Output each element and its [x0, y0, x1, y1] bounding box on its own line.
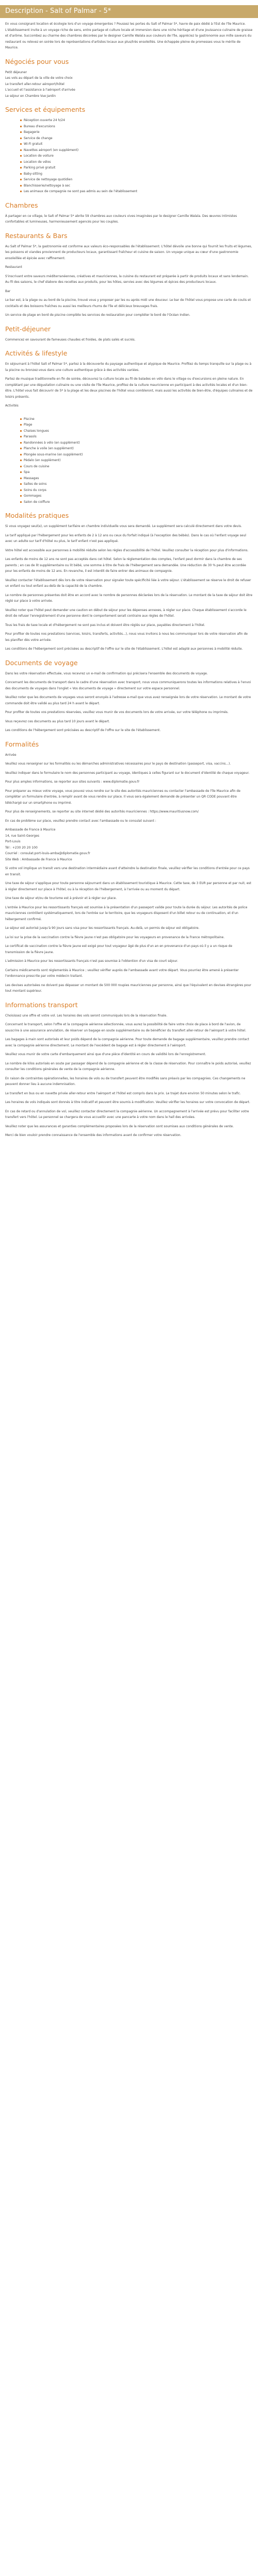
formalites-paragraph: Le séjour est autorisé jusqu'à 90 jours sans visa pour les ressortissants français. Au-delà, un permis de séjour est obligatoire. — [5, 926, 200, 930]
embassy-website: Site Web : Ambassade de France à Maurice — [5, 857, 72, 861]
modalites-paragraph: Tous les frais de taxe locale et d'hébergement ne sont pas inclus et doivent être réglés sur place, payables directement à l'hôtel. — [5, 623, 205, 627]
section-title-services: Services et équipements — [5, 106, 86, 113]
list-item: Service de change — [24, 135, 253, 142]
activites-paragraph: En séjournant à l'hôtel Salt of Palmar 5*, partez à la découverte du paysage authentique et atypique de Maurice. Profitez du temps tranquille sur la plage ou à la piscine ou bronzez-vous dans une culture authentique grâce à des activités variées. — [5, 362, 252, 372]
formalites-paragraph: La loi sur la prise de la vaccination contre la fièvre jaune n'est pas obligatoire pour les voyageurs en provenance de la France métropolitaine. — [5, 935, 225, 939]
list-item: Les animaux de compagnie ne sont pas admis au sein de l'établissement — [24, 189, 253, 195]
transport-paragraph: Le nombre de kilos autorisés en soute par passager dépend de la compagnie aérienne et de la classe de réservation. Pour connaître le poids autorisé, veuillez consulter les conditions générales de vente de la compagnie aérienne. — [5, 1061, 251, 1071]
documents-paragraph: Concernant les documents de transport dans le cadre d'une réservation avec transport, nous vous communiquerons toutes les informations relatives à l'envoi des documents de voyages dans l'onglet « Vos documents de voyage » directement sur votre espace personnel. — [5, 681, 251, 690]
embassy-email: Courriel : consulat.port-louis-amba@diplomatie.gouv.fr — [5, 852, 90, 855]
activites-subheading: Activités — [5, 404, 19, 408]
page-title-banner — [0, 5, 258, 18]
negocies-item: L'accueil et l'assistance à l'aéroport d'arrivée — [5, 88, 75, 92]
content — [0, 21, 258, 1139]
section-title-negocies: Négociés pour vous — [5, 57, 69, 65]
list-item: Piscine — [24, 416, 253, 422]
list-item: Spa — [24, 469, 253, 476]
negocies-item: Les vols au départ de la ville de votre choix — [5, 76, 73, 80]
restaurants-paragraph: Un service de plage en bord de piscine complète les services de restauration pour compléter le bord de l'Océan Indien. — [5, 313, 190, 317]
negocies-item: Le séjour en Chambre Vue Jardin — [5, 94, 56, 98]
list-item: Wi-Fi gratuit — [24, 141, 253, 147]
list-item: Baby-sitting — [24, 171, 253, 177]
embassy-address: 14, rue Saint-Georges — [5, 834, 40, 838]
section-title-petit-dejeuner: Petit-déjeuner — [5, 325, 51, 333]
formalites-paragraph: Une taxe de séjour et/ou de tourisme est à prévoir et à régler sur place. — [5, 896, 117, 900]
embassy-city: Port-Louis — [5, 840, 21, 843]
list-item: Parking privé gratuit — [24, 165, 253, 171]
services-list — [5, 117, 253, 195]
chambres-paragraph: À partager en ce village, le Salt of Palmar 5* abrite 59 chambres aux couleurs vives imaginées par le designer Camille Walala. Des œuvres intimistes confortables et lumineuses, harmonieusement agencés pour les couples. — [5, 214, 237, 224]
modalites-paragraph: Veuillez noter que l'hôtel peut demander une caution en début de séjour pour les dépenses annexes, à régler sur place. Chaque établissement s'accorde le droit de refuser l'enregistrement d'une personne dont le comportement serait contraire aux règles de l'hôtel. — [5, 608, 247, 618]
formalites-subheading: Arrivée — [5, 753, 17, 757]
modalites-paragraph: Si vous voyagez seul(e), un supplément tarifaire en chambre individuelle vous sera demandé. Le supplément sera calculé directement dans votre devis. — [5, 524, 242, 528]
list-item: Bureau d'excursions — [24, 124, 253, 130]
list-item: Randonnées à vélo (en supplément) — [24, 440, 253, 446]
transport-paragraph: En raison de contraintes opérationnelles, les horaires de vols ou de transfert peuvent être modifiés sans préavis par les compagnies. Ces changements ne peuvent donner lieu à aucune indemnisation. — [5, 1076, 246, 1086]
restaurants-paragraph: S'inscrivant entre saveurs méditerranéennes, créatives et mauriciennes, la cuisine du restaurant est préparée à partir de produits locaux et sans lendemain. Au fil des saisons, le chef élabore des recettes aux produits, pour les hôtes, servies avec des légumes et épices des producteurs locaux. — [5, 274, 249, 284]
section-title-restaurants: Restaurants & Bars — [5, 231, 68, 240]
formalites-paragraph: Veuillez indiquer dans le formulaire le nom des personnes participant au voyage, identiques à celles figurant sur le document d'identité de chaque voyageur. — [5, 771, 250, 775]
restaurants-paragraph: Au Salt of Palmar 5*, la gastronomie est conforme aux valeurs éco-responsables de l'établissement. L'hôtel dévoile une bonne qui fournit les fruits et légumes, les poissons et viandes proviennent de producteurs locaux, garantissant fraîcheur et cuisine de saison. Un voyage unique au cœur d'une gastronomie ensoleillée et épicée avec raffinement. — [5, 244, 252, 260]
list-item: Massages — [24, 476, 253, 482]
list-item: Service de nettoyage quotidien — [24, 177, 253, 183]
transport-paragraph: Choisissez une offre et votre vol. Les horaires des vols seront communiqués lors de la réservation finale. — [5, 1013, 168, 1018]
transport-paragraph: Merci de bien vouloir prendre connaissance de l'ensemble des informations avant de confirmer votre réservation. — [5, 1133, 182, 1137]
list-item: Parasols — [24, 434, 253, 440]
section-title-documents: Documents de voyage — [5, 658, 78, 667]
section-title-chambres: Chambres — [5, 201, 38, 209]
page-title: Description - Salt of Palmar - 5* — [5, 7, 111, 15]
restaurants-subheading: Bar — [5, 289, 11, 293]
petit-dejeuner-paragraph: Commencez en savourant de fameuses chaudes et froides, de plats salés et sucrés. — [5, 337, 136, 342]
transport-paragraph: Les horaires de vols indiqués sont donnés à titre indicatif et peuvent être soumis à modification. Veuillez vérifier les horaires sur votre convocation de départ. — [5, 1100, 250, 1104]
list-item: Planche à voile (en supplément) — [24, 446, 253, 452]
restaurants-paragraph: Le bar est, à la plage ou au bord de la piscine, trouvé vous y proposer par les ou après midi une douceur. Le bar de l'hôtel vous propose une carte de coulis et cocktails et des boissons fraîches ou aussi les meilleurs rhums de l'île et délicieux breuvages frais. — [5, 298, 251, 308]
list-item: Salon de coiffure — [24, 499, 253, 505]
transport-paragraph: Veuillez noter que les assurances et garanties complémentaires proposées lors de la réservation sont soumises aux conditions générales de vente. — [5, 1124, 234, 1128]
list-item: Location de vélos — [24, 159, 253, 165]
modalites-paragraph: Pour profiter de toutes nos prestations (services, loisirs, transferts, activités...), nous vous invitons à nous les communiquer lors de votre réservation afin de les planifier dès votre arrivée. — [5, 632, 248, 642]
modalites-paragraph: Les conditions de l'hébergement sont précisées au descriptif de l'offre sur le site de l'établissement. L'hôtel est adapté aux personnes à mobilité réduite. — [5, 647, 243, 651]
section-title-activites: Activités & lifestyle — [5, 349, 68, 357]
list-item: Soins du corps — [24, 487, 253, 494]
documents-paragraph: Vous reçevrez ces documents au plus tard 10 jours avant le départ. — [5, 719, 110, 723]
section-title-modalites: Modalités pratiques — [5, 512, 69, 519]
transport-paragraph: Concernant le transport, selon l'offre et la compagnie aérienne sélectionnée, vous aurez la possibilité de faire votre choix de place à bord de l'avion, de souscrire à une assurance annulation, de réserver un bagage en soute supplémentaire ou de bénéficier du transfert aller-retour de l'aéroport à votre hôtel. — [5, 1023, 246, 1032]
list-item: Gommages — [24, 493, 253, 499]
transport-paragraph: En cas de retard ou d'annulation de vol, veuillez contacter directement la compagnie aérienne. Un accompagnement à l'arrivée est prévu pour faciliter votre transfert vers l'hôtel. Le personnel se chargera de vous accueillir avec une pancarte à votre nom dans le hall des arrivées. — [5, 1109, 249, 1119]
formalites-paragraph: Une taxe de séjour s'applique pour toute personne séjournant dans un établissement touristique à Maurice. Cette taxe, de 3 EUR par personne et par nuit, est à régler directement sur place à l'hôtel, ou à la réception de l'hébergement, à l'arrivée ou au moment du départ. — [5, 882, 251, 891]
activites-list — [5, 416, 253, 505]
negocies-item: Le transfert aller-retour aéroport/hôtel — [5, 82, 64, 86]
intro — [5, 21, 253, 51]
modalites-paragraph: Le tarif appliqué par l'hébergement pour les enfants de 2 à 12 ans ou ceux du forfait indiqué (à l'exception des bébés). Dans le cas où l'enfant voyage seul avec un adulte sur tarif d'hôtel ou plus, le tarif enfant n'est pas appliqué. — [5, 533, 246, 543]
documents-paragraph: Pour profiter de toutes vos prestations réservées, veuillez vous munir de vos documents lors de votre arrivée, sur votre téléphone ou imprimés. — [5, 710, 229, 714]
formalites-paragraph: Les devises autorisées ne doivent pas dépasser un montant de 500 000 roupies mauriciennes par personne, ainsi que l'équivalent en devises étrangères pour tout montant supérieur. — [5, 983, 251, 993]
documents-paragraph: Veuillez noter que les documents de voyages vous seront envoyés à l'adresse e-mail que vous avez renseignée lors de votre réservation. Le montant de votre commande doit être validé au plus tard 24 h avant le départ. — [5, 696, 251, 705]
list-item: Navettes aéroport (en supplément) — [24, 147, 253, 154]
section-title-transport: Informations transport — [5, 1001, 78, 1009]
documents-paragraph: Les conditions de l'hébergement sont précisées au descriptif de l'offre sur le site de l'établissement. — [5, 728, 161, 732]
section-title-formalites: Formalités — [5, 740, 39, 748]
list-item: Blanchisserie/nettoyage à sec — [24, 183, 253, 189]
embassy-phone: Tél : +230 20 20 100 — [5, 845, 38, 850]
transport-paragraph: Le transfert en bus ou en navette privée aller-retour entre l'aéroport et l'hôtel est compris dans le prix. Le trajet dure environ 50 minutes selon le trafic. — [5, 1091, 241, 1095]
list-item: Réception ouverte 24 h/24 — [24, 117, 253, 124]
list-item: Salles de soins — [24, 481, 253, 487]
formalites-paragraph: Veuillez vous renseigner sur les formalités ou les démarches administratives nécessaires pour le pays de destination (passeport, visa, vaccins...). — [5, 762, 231, 766]
restaurants-subheading: Restaurant — [5, 265, 22, 269]
formalites-paragraph: L'entrée à Maurice pour les ressortissants français est soumise à la présentation d'un passeport valide pour toute la durée du séjour. Les autorités de police mauriciennes contrôlent systématiquement, lors de l'entrée sur le territoire, que les voyageurs disposent d'un billet retour ou de continuation, et d'un hébergement confirmé. — [5, 905, 248, 921]
negocies-item: Petit déjeuner — [5, 70, 27, 74]
formalites-paragraph: Si votre vol implique un transit vers une destination intermédiaire avant d'atteindre la destination finale, veuillez vérifier les conditions d'entrée pour ce pays en transit. — [5, 867, 250, 876]
transport-paragraph: Veuillez vous munir de votre carte d'embarquement ainsi que d'une pièce d'identité en cours de validité lors de l'enregistrement. — [5, 1053, 206, 1056]
list-item: Location de voiture — [24, 153, 253, 159]
list-item: Bagagerie — [24, 129, 253, 135]
formalites-paragraph: Certains médicaments sont réglementés à Maurice ; veuillez vérifier auprès de l'ambassade avant votre départ. Vous pourriez être amené à présenter l'ordonnance prescrite par votre médecin traitant. — [5, 968, 239, 978]
embassy-name: Ambassade de France à Maurice — [5, 828, 56, 832]
formalites-paragraph: En cas de problème sur place, veuillez prendre contact avec l'ambassade ou le consulat suivant : — [5, 819, 156, 823]
formalites-paragraph: Pour plus amples informations, se reporter aux sites suivants : www.diplomatie.gouv.fr — [5, 780, 140, 784]
modalites-paragraph: Veuillez contacter l'établissement dès lors de votre réservation pour signaler toute spécificité liée à votre séjour. L'établissement se réserve le droit de refuser un enfant ou tout enfant au-delà de la capacité de la chambre. — [5, 578, 251, 588]
list-item: Cours de cuisine — [24, 464, 253, 470]
activites-paragraph: Partez de musique traditionnelle en fin de soirée, découvrez la culture locale au fil de balades en vélo dans le village ou d'excursions en pleine nature. En complétant par une dégustation culinaire ou une visite de l'île Maurice, profitez de la culture mauricienne en participant à des activités locales et d'un bien-être. L'hôtel vous fait découvrir de 5* à la plage et les deux piscines de l'hôtel vous combleront, mais aussi les activités de bien-être, d'équipes culinaires et de loisirs présents. — [5, 377, 253, 399]
modalites-paragraph: Les enfants de moins de 12 ans ne sont pas acceptés dans cet hôtel. Selon la réglementation des comptes, l'enfant peut dormir dans la chambre de ses parents ; en cas de lit supplémentaire ou lit bébé, une somme à titre de frais de l'hébergement sera demandée. Une réduction de 30 % peut être accordée pour les enfants de moins de 12 ans. En revanche, il est interdit de faire entrer des animaux de compagnie. — [5, 557, 246, 573]
formalites-paragraph: Pour préparer au mieux votre voyage, vous pouvez vous rendre sur le site des autorités mauriciennes ou contacter l'ambassade de l'île Maurice afin de compléter un formulaire d'entrée, à remplir avant de vous rendre sur place. Il vous sera également demandé de présenter un QR CODE pouvant être téléchargé sur un smartphone ou imprimé. — [5, 789, 240, 805]
formalites-paragraph: L'admission à Maurice pour les ressortissants français n'est pas soumise à l'obtention d'un visa de court séjour. — [5, 959, 178, 963]
formalites-paragraph: Pour plus de renseignements, se reporter au site internet dédié des autorités mauriciennes : https://www.mauritiusnow.com/ — [5, 810, 199, 814]
formalites-paragraph: Le certificat de vaccination contre la fièvre jaune est exigé pour tout voyageur âgé de plus d'un an en provenance d'un pays où il y a un risque de transmission de la fièvre jaune. — [5, 944, 233, 954]
modalites-paragraph: Votre hôtel est accessible aux personnes à mobilité réduite selon les règles d'accessibilité de l'hôtel. Veuillez consulter la réception pour plus d'informations. — [5, 548, 249, 552]
list-item: Plage — [24, 422, 253, 428]
transport-paragraph: Les bagages à main sont autorisés et leur poids dépend de la compagnie aérienne. Pour toute demande de bagage supplémentaire, veuillez prendre contact avec la compagnie aérienne directement. Le montant de l'excédent de bagage est à régler directement à l'aéroport. — [5, 1038, 249, 1047]
list-item: Pédalo (en supplément) — [24, 457, 253, 464]
documents-paragraph: Dans les votre réservation effectuée, vous recevrez un e-mail de confirmation qui précisera l'ensemble des documents de voyage. — [5, 671, 208, 675]
list-item: Plongée sous-marine (en supplément) — [24, 452, 253, 458]
list-item: Chaises longues — [24, 428, 253, 434]
intro-paragraph: En vous consignant location et écologie lors d'un voyage émergentes ? Poussez les portes du Salt of Palmar 5*, havre de paix dédié à l'Est de l'île Maurice. L'établissement invite à un voyage riche de sens, entre partage et culture locale et immersion dans une niche héritage et d'une jouissance culinaire de graisse et d'arôme. Succombez au charme des chambres décorées par le designer Camille Walala aux couleurs de l'île, appréciez la gastronomie aux mille saveurs du restaurant ou relevez en soirée lors de représentations d'artistes locaux aux plus/très ensoleillés. Une échappée pleine de promesses vous le mérite de Maurice. — [5, 22, 253, 49]
modalites-paragraph: Le nombre de personnes présentes doit être en accord avec le nombre de personnes déclarées lors de la réservation. Le montant de la taxe de séjour doit être réglé sur place à votre arrivée. — [5, 593, 253, 603]
